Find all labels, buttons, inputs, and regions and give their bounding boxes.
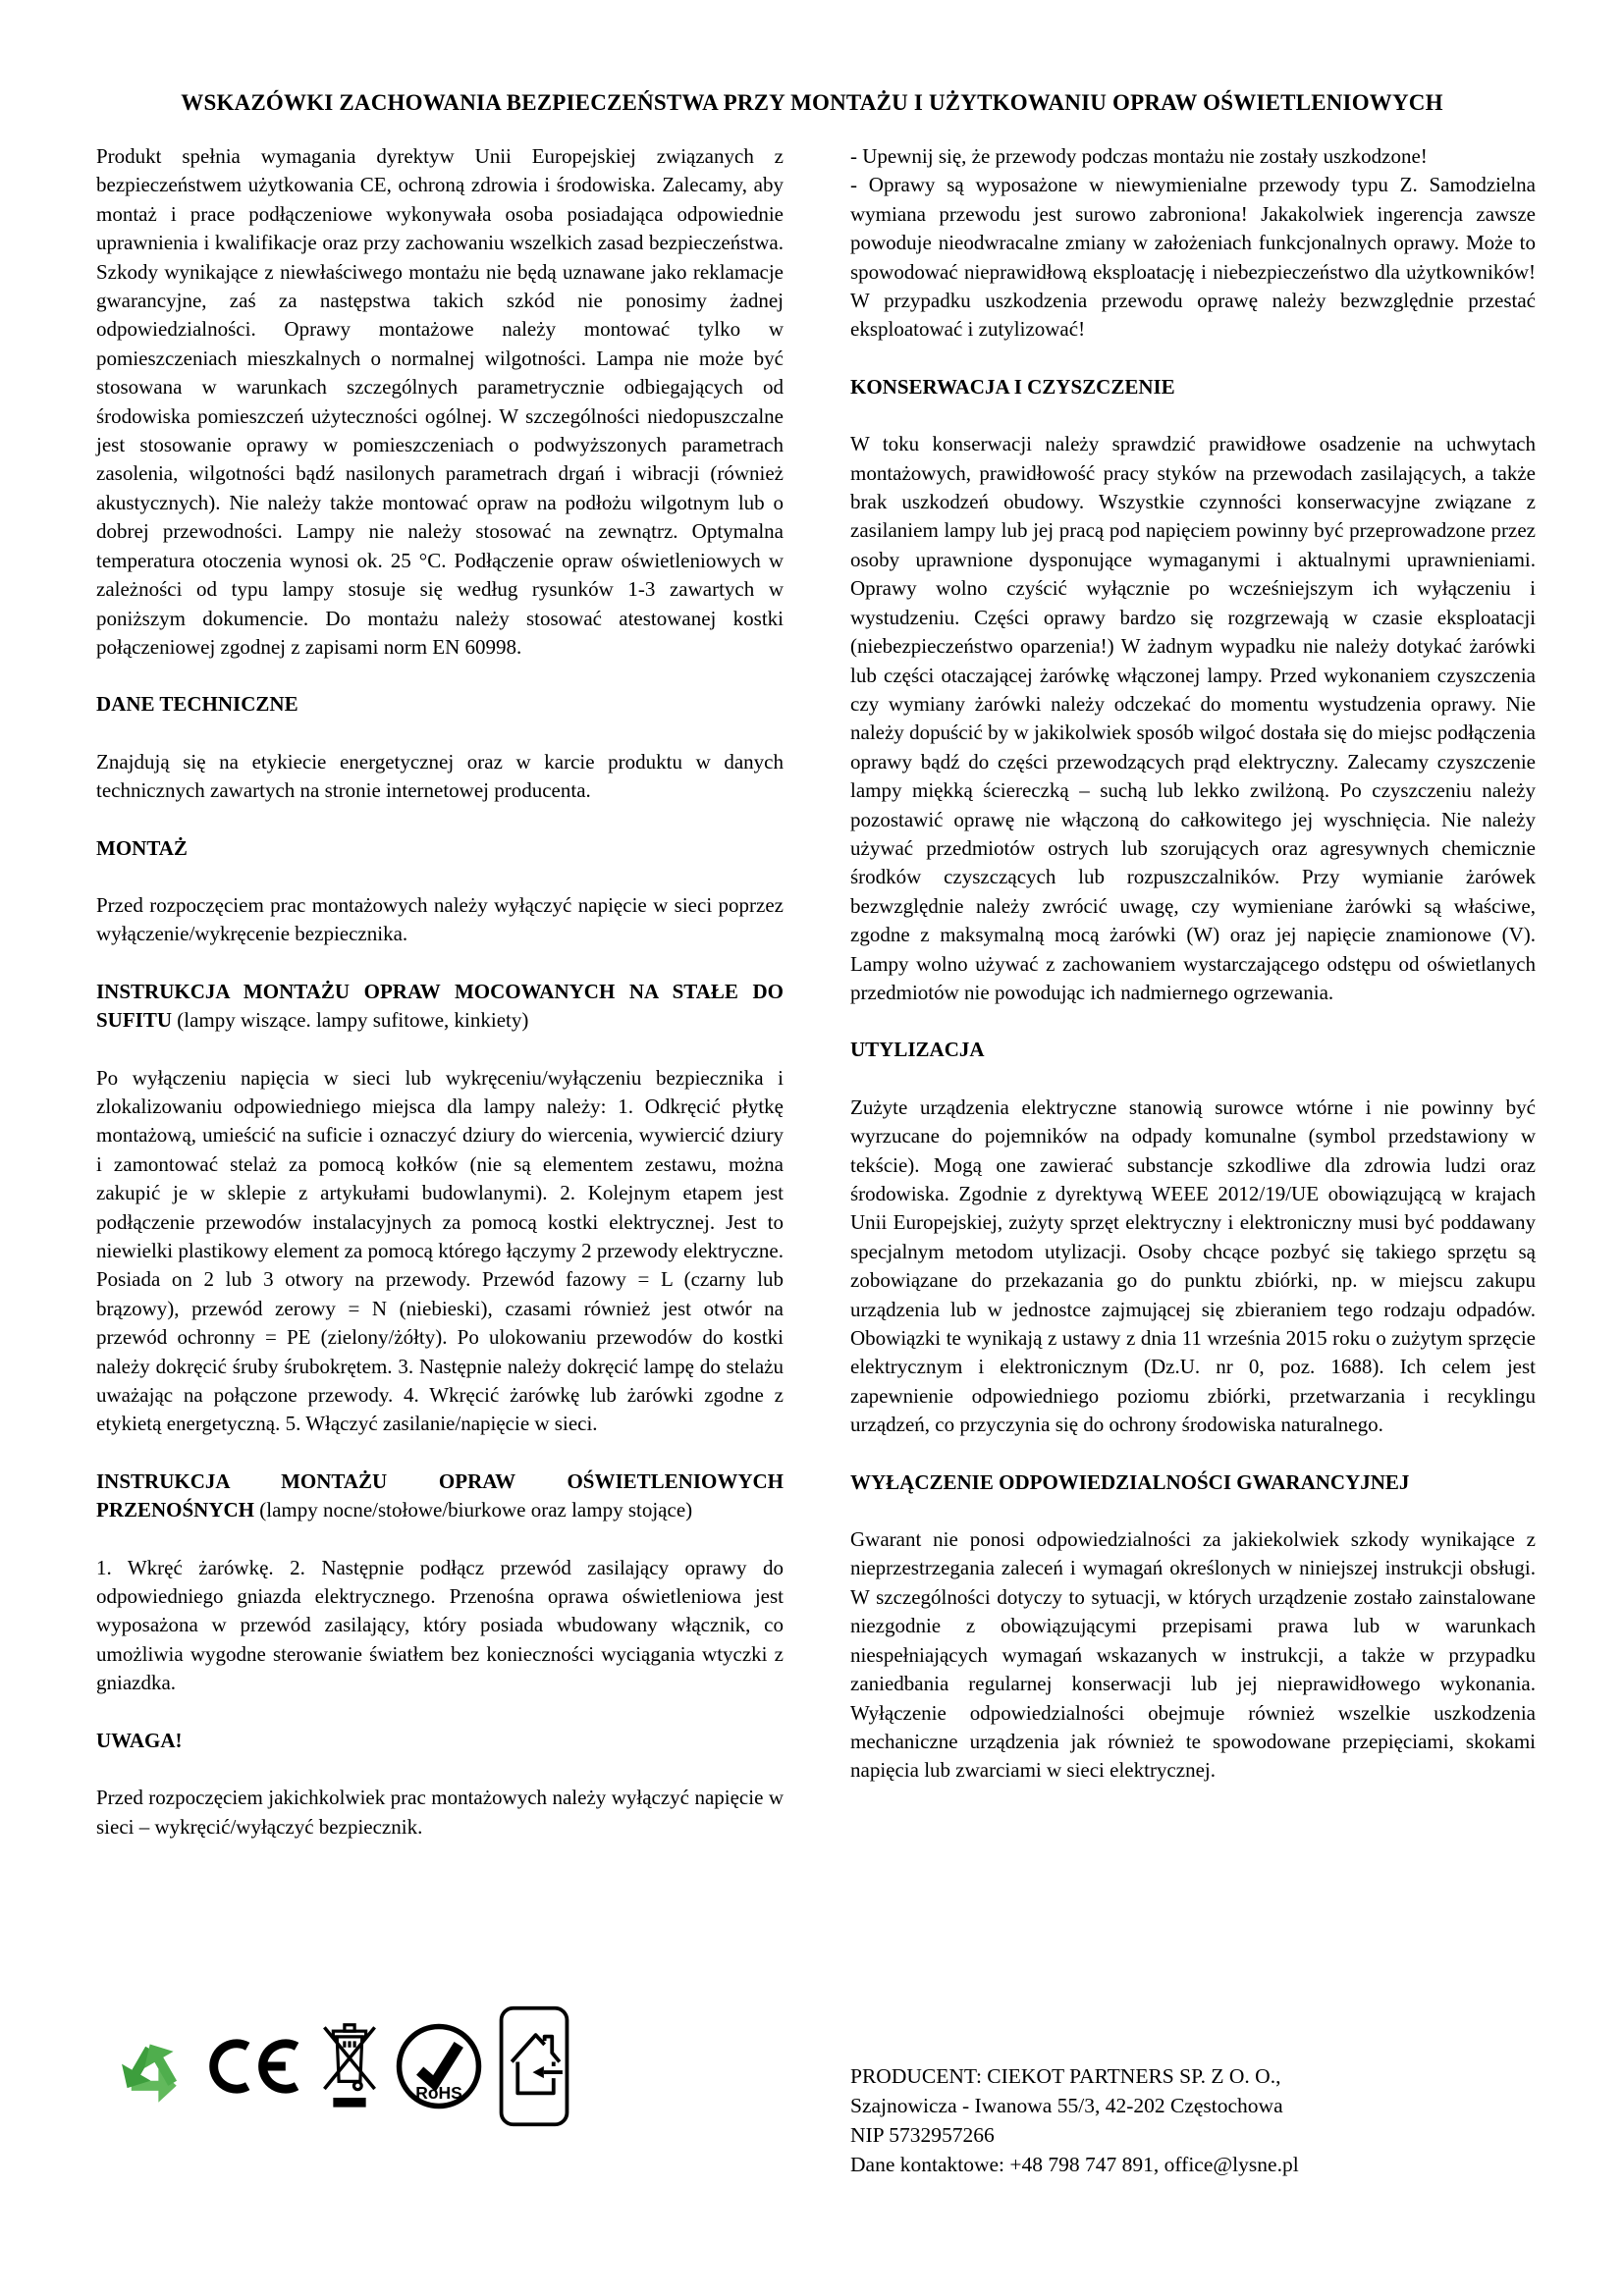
paragraph-utylizacja: Zużyte urządzenia elektryczne stanowią surowce wtórne i nie powinny być wyrzucane do pojemników na odpady komunalne (symbol przedstawiony w tekście). Mogą one zawierać substancje szkodliwe dla zdrowia ludzi oraz środowiska. Zgodnie z dyrektywą WEEE 2012/19/UE obowiązującą w krajach Unii Europejskiej, zużyty sprzęt elektryczny i elektroniczny musi być poddawany specjalnym metodom utylizacji. Osoby chcące pozbyć się takiego sprzętu są zobowiązane do przekazania go do punktu zbiórki, np. w miejscu zakupu urządzenia lub w jednostce zajmującej się zbieraniem tego rodzaju odpadów. Obowiązki te wynikają z ustawy z dnia 11 września 2015 roku o zużytym sprzęcie elektrycznym i elektronicznym (Dz.U. nr 0, poz. 1688). Ich celem jest zapewnienie odpowiedniego poziomu zbiórki, przetwarzania i recyklingu urządzeń, co przyczynia się do ochrony środowiska naturalnego. [850,1095,1536,1437]
producer-line: PRODUCENT: CIEKOT PARTNERS SP. Z O. O., [850,2064,1281,2088]
paragraph-wylaczenie: Gwarant nie ponosi odpowiedzialności za jakiekolwiek szkody wynikające z nieprzestrzegania zaleceń i wymagań określonych w niniejszej instrukcji obsługi. W szczególności dotyczy to sytuacji, w których urządzenie zostało zainstalowane niezgodnie z obowiązującymi przepisami prawa lub w warunkach niespełniających wymagań wskazanych w instrukcji, a także w przypadku zaniedbania regularnej konserwacji lub jej nieprawidłowego wykonania. Wyłączenie odpowiedzialności obejmuje również wszelkie uszkodzenia mechaniczne urządzenia jak również te spowodowane przepięciami, skokami napięcia lub zwarciami w sieci elektrycznej. [850,1527,1536,1783]
section-heading-instrukcja-przenosne [96,1468,784,1525]
paragraph-montaz: Przed rozpoczęciem prac montażowych należy wyłączyć napięcie w sieci poprzez wyłączenie/wykręcenie bezpiecznika. [96,892,784,946]
heading-normal-part: (lampy nocne/stołowe/biurkowe oraz lampy stojące) [254,1498,693,1522]
recycling-icon [106,2011,196,2121]
paragraph-instrukcja-przenosne: 1. Wkręć żarówkę. 2. Następnie podłącz przewód zasilający oprawy do odpowiedniego gniazda elektrycznego. Przenośna oprawa oświetleniowa jest wyposażona w przewód zasilający, który posiada wbudowany włącznik, co umożliwia wygodne sterowanie światłem bez konieczności wyciągania wtyczki z gniazdka. [96,1555,784,1695]
rohs-icon [394,2021,484,2111]
paragraph-instrukcja-sufit: Po wyłączeniu napięcia w sieci lub wykręceniu/wyłączeniu bezpiecznika i zlokalizowaniu odpowiedniego miejsca dla lampy należy: 1. Odkręcić płytkę montażową, umieścić na suficie i oznaczyć dziury do wiercenia, wywiercić dziury i zamontować stelaż za pomocą kołków (nie są elementem zestawu, można zakupić je w sklepie z artykułami budowlanymi). 2. Kolejnym etapem jest podłączenie przewodów instalacyjnych za pomocą kostki elektrycznej. Jest to niewielki plastikowy element za pomocą którego łączymy 2 przewody elektryczne. Posiada on 2 lub 3 otwory na przewody. Przewód fazowy = L (czarny lub brązowy), przewód zerowy = N (niebieski), czasami również jest otwór na przewód ochronny = PE (zielony/żółty). Po ulokowaniu przewodów do kostki należy dokręcić śruby śrubokrętem. 3. Następnie należy dokręcić lampę do stelażu uważając na połączone przewody. 4. Wkręcić żarówkę lub żarówki zgodne z etykietą energetyczną. 5. Włączyć zasilanie/napięcie w sieci. [96,1065,784,1436]
producer-info-block [850,2061,1299,2179]
house-return-icon [497,2003,571,2129]
producer-line: Szajnowicza - Iwanowa 55/3, 42-202 Częstochowa [850,2094,1283,2117]
heading-bold-part: INSTRUKCJA MONTAŻU OPRAW OŚWIETLENIOWYCH PRZENOŚNYCH [96,1468,784,1522]
paragraph-oprawy-przewody: - Oprawy są wyposażone w niewymienialne przewody typu Z. Samodzielna wymiana przewodu jest surowo zabroniona! Jakakolwiek ingerencja zawsze powoduje nieodwracalne zmiany w założeniach funkcjonalnych oprawy. Może to spowodować nieprawidłową eksploatację i niebezpieczeństwo dla użytkowników! W przypadku uszkodzenia przewodu oprawę należy bezwzględnie przestać eksploatować i zutylizować! [850,173,1536,342]
weee-crossed-bin-icon [318,2015,381,2117]
producer-line: Dane kontaktowe: +48 798 747 891, office@lysne.pl [850,2153,1299,2176]
paragraph-dane-techniczne: Znajdują się na etykiecie energetycznej oraz w karcie produktu w danych technicznych zawartych na stronie internetowej producenta. [96,749,784,803]
page-title: WSKAZÓWKI ZACHOWANIA BEZPIECZEŃSTWA PRZY MONTAŻU I UŻYTKOWANIU OPRAW OŚWIETLENIOWYCH [181,90,1443,115]
certification-icons-row [106,2001,571,2132]
section-heading-wylaczenie: WYŁĄCZENIE ODPOWIEDZIALNOŚCI GWARANCYJNEJ [850,1469,1410,1494]
ce-mark-icon [209,2020,305,2112]
paragraph-intro: Produkt spełnia wymagania dyrektyw Unii Europejskiej związanych z bezpieczeństwem użytkowania CE, ochroną zdrowia i środowiska. Zalecamy, aby montaż i prace podłączeniowe wykonywała osoba posiadająca odpowiednie uprawnienia i kwalifikacje oraz przy zachowaniu wszelkich zasad bezpieczeństwa. Szkody wynikające z niewłaściwego montażu nie będą uznawane jako reklamacje gwarancyjne, zaś za następstwa takich szkód nie ponosimy żadnej odpowiedzialności. Oprawy montażowe należy montować tylko w pomieszczeniach mieszkalnych o normalnej wilgotności. Lampa nie może być stosowana w warunkach szczególnych parametrycznie odbiegających od środowiska pomieszczeń użyteczności ogólnej. W szczególności niedopuszczalne jest stosowanie oprawy w pomieszczeniach o podwyższonych parametrach zasolenia, wilgotności bądź nasilonych parametrach drgań i wibracji (również akustycznych). Nie należy także montować opraw na podłożu wilgotnym lub o dobrej przewodności. Lampy nie należy stosować na zewnątrz. Optymalna temperatura otoczenia wynosi ok. 25 °C. Podłączenie opraw oświetleniowych w zależności od typu lampy stosuje się według rysunków 1-3 zawartych w poniższym dokumencie. Do montażu należy stosować atestowanej kostki połączeniowej zgodnej z zapisami norm EN 60998. [96,144,784,659]
rohs-label: RoHS [415,2083,462,2104]
producer-line: NIP 5732957266 [850,2123,995,2147]
heading-bold-part: INSTRUKCJA MONTAŻU OPRAW MOCOWANYCH NA STAŁE DO SUFITU [96,979,784,1033]
section-heading-konserwacja: KONSERWACJA I CZYSZCZENIE [850,374,1175,399]
heading-normal-part: (lampy wiszące. lampy sufitowe, kinkiety) [172,1008,529,1033]
paragraph-uwaga: Przed rozpoczęciem jakichkolwiek prac montażowych należy wyłączyć napięcie w sieci – wykręcić/wyłączyć bezpiecznik. [96,1786,784,1839]
section-heading-instrukcja-sufit [96,978,784,1036]
section-heading-utylizacja: UTYLIZACJA [850,1038,985,1062]
section-heading-dane-techniczne: DANE TECHNICZNE [96,692,298,717]
section-heading-uwaga: UWAGA! [96,1728,183,1752]
left-column [96,142,784,1870]
section-heading-montaz: MONTAŻ [96,835,188,860]
bullet-line-przewody: - Upewnij się, że przewody podczas montażu nie zostały uszkodzone! [850,144,1428,168]
right-column [850,142,1536,1814]
paragraph-konserwacja: W toku konserwacji należy sprawdzić prawidłowe osadzenie na uchwytach montażowych, prawidłowość pracy styków na przewodach zasilających, a także brak uszkodzeń obudowy. Wszystkie czynności konserwacyjne związane z zasilaniem lampy lub jej pracą pod napięciem powinny być przeprowadzone przez osoby uprawnione dysponujące wymaganymi i aktualnymi uprawnieniami. Oprawy wolno czyścić wyłącznie po wcześniejszym ich wyłączeniu i wystudzeniu. Części oprawy bardzo się rozgrzewają w czasie eksploatacji (niebezpieczeństwo oparzenia!) W żadnym wypadku nie należy dotykać żarówki lub części otaczającej żarówkę włączonej lampy. Przed wykonaniem czyszczenia czy wymiany żarówki należy odczekać do momentu wystudzenia oprawy. Nie należy dopuścić by w jakikolwiek sposób wilgoć dostała się do miejsc podłączenia oprawy bądź do części przewodzących prąd elektryczny. Zalecamy czyszczenie lampy miękką ściereczką – suchą lub lekko zwilżoną. Po czyszczeniu należy pozostawić oprawę nie włączoną do całkowitego jej wyschnięcia. Nie należy używać przedmiotów ostrych lub szorujących oraz agresywnych chemicznie środków czyszczących lub rozpuszczalników. Przy wymianie żarówek bezwzględnie należy zwrócić uwagę, czy wymieniane żarówki są właściwe, zgodne z maksymalną mocą żarówki (W) oraz jej napięcie znamionowe (V). Lampy wolno używać z zachowaniem wystarczającego odstępu od oświetlanych przedmiotów nie powodując ich nadmiernego ogrzewania. [850,432,1536,1004]
